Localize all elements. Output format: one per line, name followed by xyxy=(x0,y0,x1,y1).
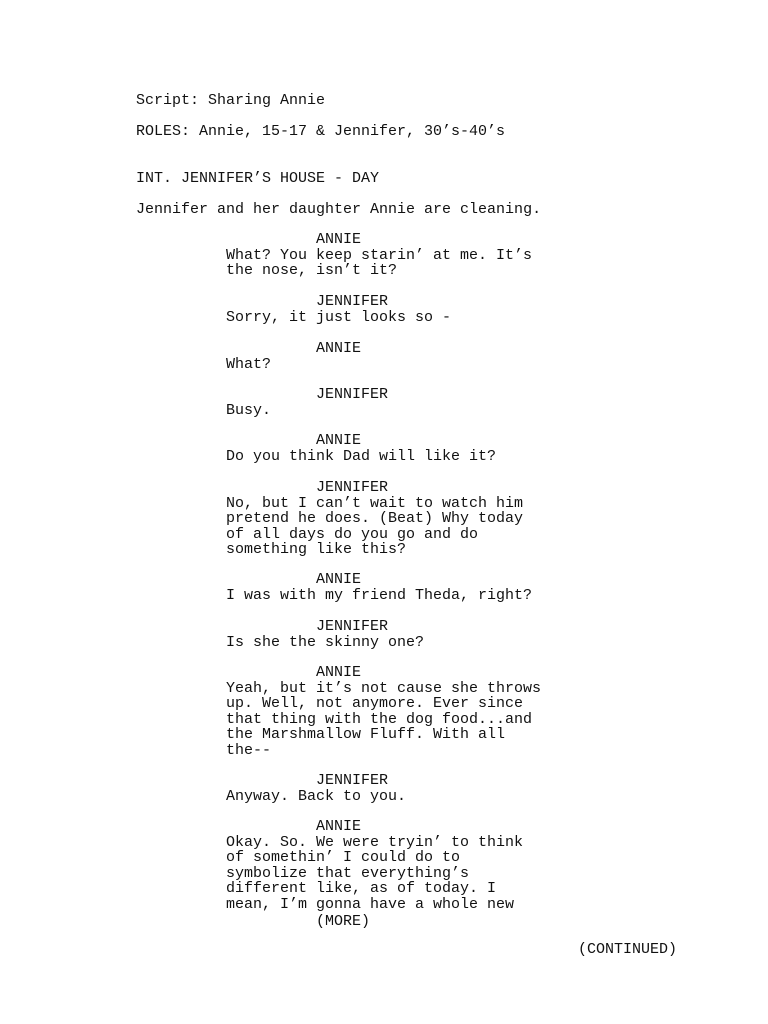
dialogue-block xyxy=(226,248,532,279)
dialogue-line: I was with my friend Theda, right? xyxy=(226,586,533,604)
character-name: JENNIFER xyxy=(316,293,389,310)
dialogue-block xyxy=(226,835,523,913)
character-name: ANNIE xyxy=(316,818,362,835)
character-name: JENNIFER xyxy=(316,479,389,496)
dialogue-line: of somethin’ I could do to xyxy=(226,849,461,867)
dialogue-line: symbolize that everything’s xyxy=(226,864,470,882)
dialogue-block xyxy=(226,310,451,326)
action-line: Jennifer and her daughter Annie are cleaning. xyxy=(136,201,542,218)
dialogue-line: Sorry, it just looks so - xyxy=(226,308,452,326)
more-marker: (MORE) xyxy=(316,913,371,930)
dialogue-line: Busy. xyxy=(226,401,272,419)
dialogue-line: the nose, isn’t it? xyxy=(226,262,398,280)
scene-heading: INT. JENNIFER’S HOUSE - DAY xyxy=(136,170,380,187)
dialogue-line: Anyway. Back to you. xyxy=(226,787,407,805)
dialogue-line: pretend he does. (Beat) Why today xyxy=(226,510,524,528)
dialogue-line: Is she the skinny one? xyxy=(226,633,425,651)
dialogue-line: something like this? xyxy=(226,541,407,559)
character-name: ANNIE xyxy=(316,664,362,681)
continued-marker: (CONTINUED) xyxy=(578,941,678,958)
dialogue-block xyxy=(226,588,532,604)
dialogue-block xyxy=(226,681,541,759)
script-title: Script: Sharing Annie xyxy=(136,92,326,109)
roles-line: ROLES: Annie, 15-17 & Jennifer, 30’s-40’s xyxy=(136,123,506,140)
character-name: JENNIFER xyxy=(316,386,389,403)
character-name: ANNIE xyxy=(316,571,362,588)
dialogue-line: Do you think Dad will like it? xyxy=(226,447,497,465)
character-name: JENNIFER xyxy=(316,772,389,789)
dialogue-line: different like, as of today. I xyxy=(226,880,497,898)
dialogue-line: mean, I’m gonna have a whole new xyxy=(226,895,515,913)
dialogue-block xyxy=(226,635,424,651)
character-name: ANNIE xyxy=(316,340,362,357)
dialogue-line: the-- xyxy=(226,741,272,759)
dialogue-block xyxy=(226,789,406,805)
dialogue-line: the Marshmallow Fluff. With all xyxy=(226,726,506,744)
dialogue-block xyxy=(226,403,271,419)
character-name: JENNIFER xyxy=(316,618,389,635)
dialogue-line: No, but I can’t wait to watch him xyxy=(226,494,524,512)
dialogue-line: Yeah, but it’s not cause she throws xyxy=(226,679,542,697)
dialogue-line: that thing with the dog food...and xyxy=(226,710,533,728)
dialogue-line: up. Well, not anymore. Ever since xyxy=(226,695,524,713)
dialogue-line: of all days do you go and do xyxy=(226,525,479,543)
dialogue-block xyxy=(226,496,523,558)
dialogue-line: Okay. So. We were tryin’ to think xyxy=(226,833,524,851)
dialogue-block xyxy=(226,449,496,465)
dialogue-line: What? xyxy=(226,355,272,373)
dialogue-line: What? You keep starin’ at me. It’s xyxy=(226,246,533,264)
character-name: ANNIE xyxy=(316,432,362,449)
dialogue-block xyxy=(226,357,271,373)
character-name: ANNIE xyxy=(316,231,362,248)
